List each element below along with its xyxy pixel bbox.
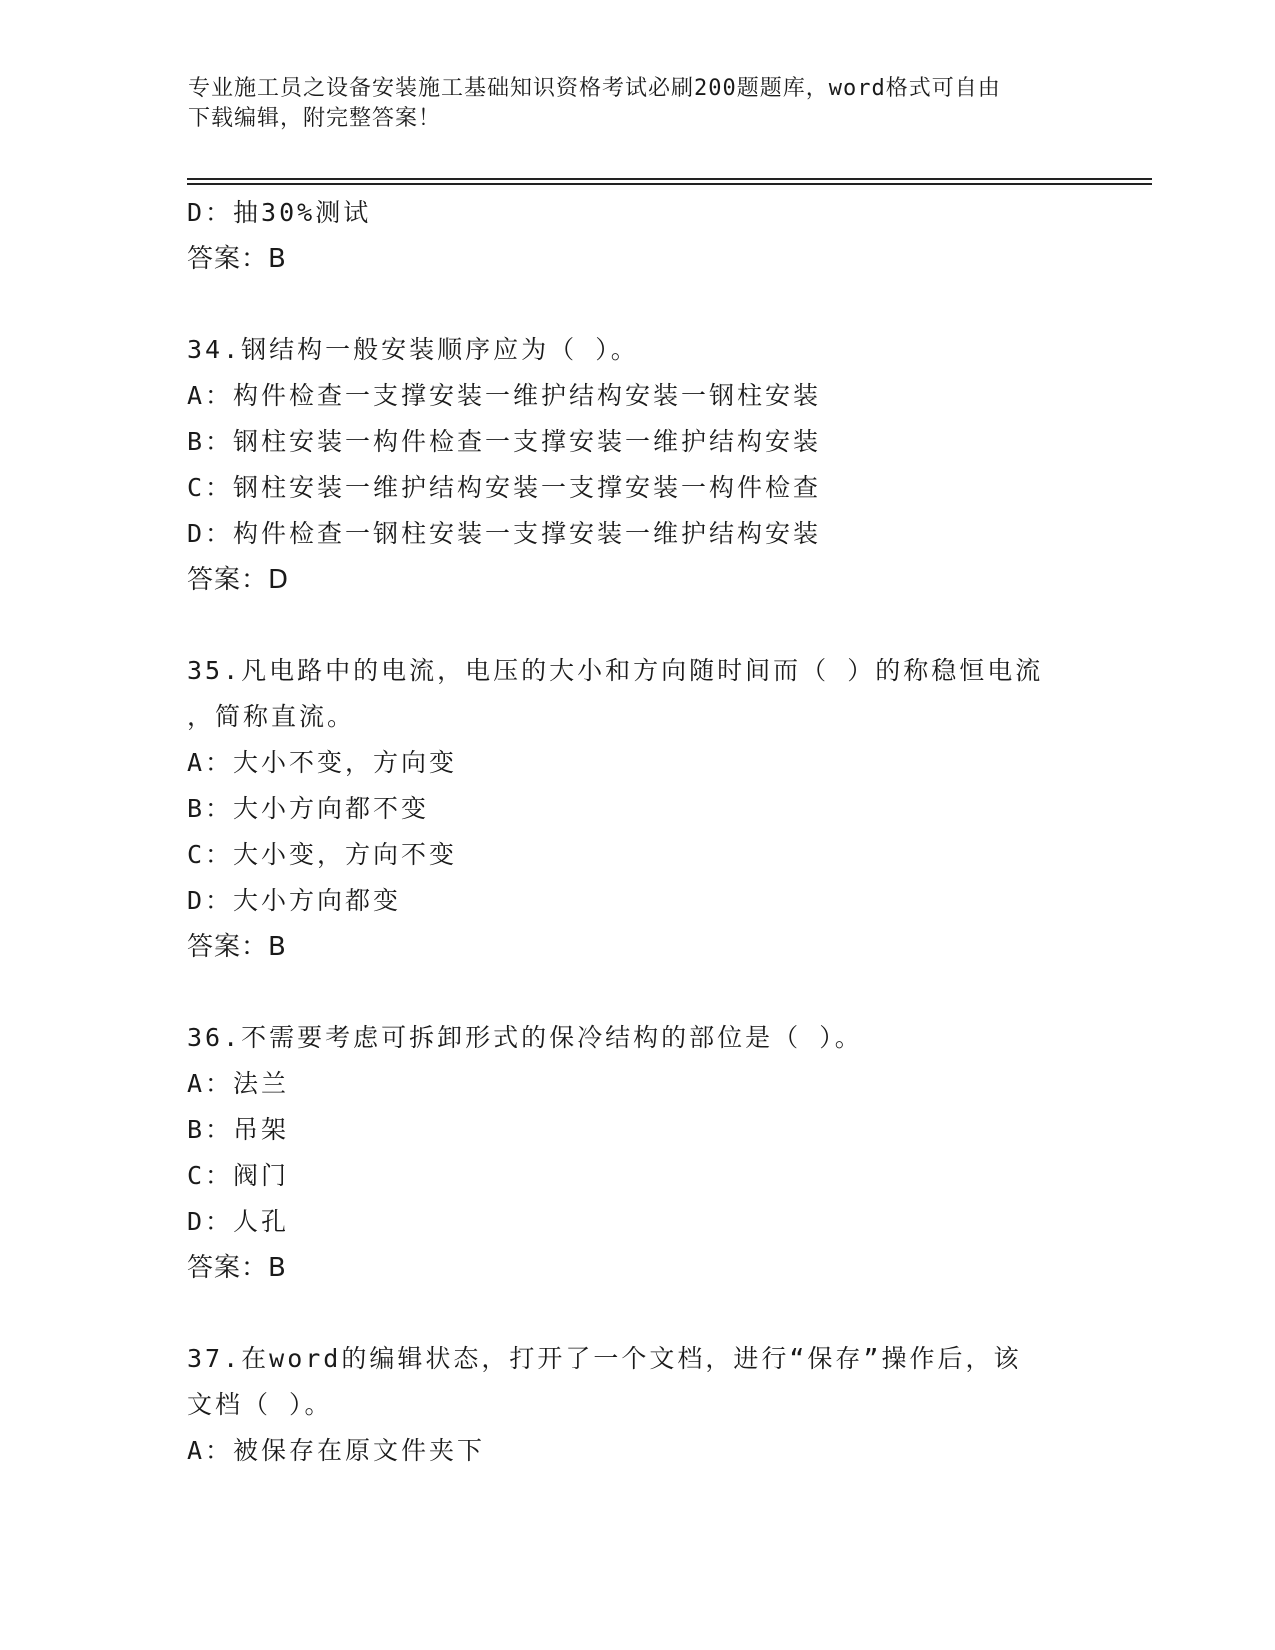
option-a: A：构件检查一支撑安装一维护结构安装一钢柱安装	[187, 381, 822, 410]
question-stem-continued: ，简称直流。	[187, 702, 356, 731]
answer: 答案：D	[187, 565, 290, 595]
option-a: A：大小不变，方向变	[187, 748, 458, 777]
answer: 答案：B	[187, 1253, 287, 1283]
option-b: B：吊架	[187, 1115, 290, 1144]
option-c: C：大小变，方向不变	[187, 840, 458, 869]
option-b: B：钢柱安装一构件检查一支撑安装一维护结构安装	[187, 427, 822, 456]
option-c: C：阀门	[187, 1161, 290, 1190]
question-stem: 36.不需要考虑可拆卸形式的保冷结构的部位是（ ）。	[187, 1023, 863, 1052]
header-divider-bottom	[187, 183, 1152, 185]
option-d: D：构件检查一钢柱安装一支撑安装一维护结构安装	[187, 519, 822, 548]
prev-question-option-d: D：抽30%测试	[187, 198, 372, 227]
answer: 答案：B	[187, 932, 287, 962]
option-a: A：被保存在原文件夹下	[187, 1436, 486, 1465]
question-list	[187, 190, 1087, 1474]
header-line-1: 专业施工员之设备安装施工基础知识资格考试必刷200题题库，word格式可自由	[188, 76, 1001, 101]
question-stem-continued: 文档（ ）。	[187, 1390, 333, 1419]
question-37	[187, 1336, 1087, 1474]
option-d: D：大小方向都变	[187, 886, 402, 915]
option-c: C：钢柱安装一维护结构安装一支撑安装一构件检查	[187, 473, 822, 502]
question-stem: 34.钢结构一般安装顺序应为（ ）。	[187, 335, 639, 364]
header-line-2: 下载编辑，附完整答案！	[188, 106, 442, 131]
header-divider-top	[187, 178, 1152, 180]
question-35	[187, 648, 1087, 970]
option-b: B：大小方向都不变	[187, 794, 430, 823]
question-36	[187, 1015, 1087, 1291]
question-stem: 37.在word的编辑状态，打开了一个文档，进行“保存”操作后，该	[187, 1344, 1022, 1373]
option-d: D：人孔	[187, 1207, 290, 1236]
document-header	[188, 74, 1068, 134]
question-stem: 35.凡电路中的电流，电压的大小和方向随时间而（ ）的称稳恒电流	[187, 656, 1044, 685]
prev-question-answer: 答案：B	[187, 244, 287, 274]
option-a: A：法兰	[187, 1069, 290, 1098]
question-34	[187, 327, 1087, 603]
